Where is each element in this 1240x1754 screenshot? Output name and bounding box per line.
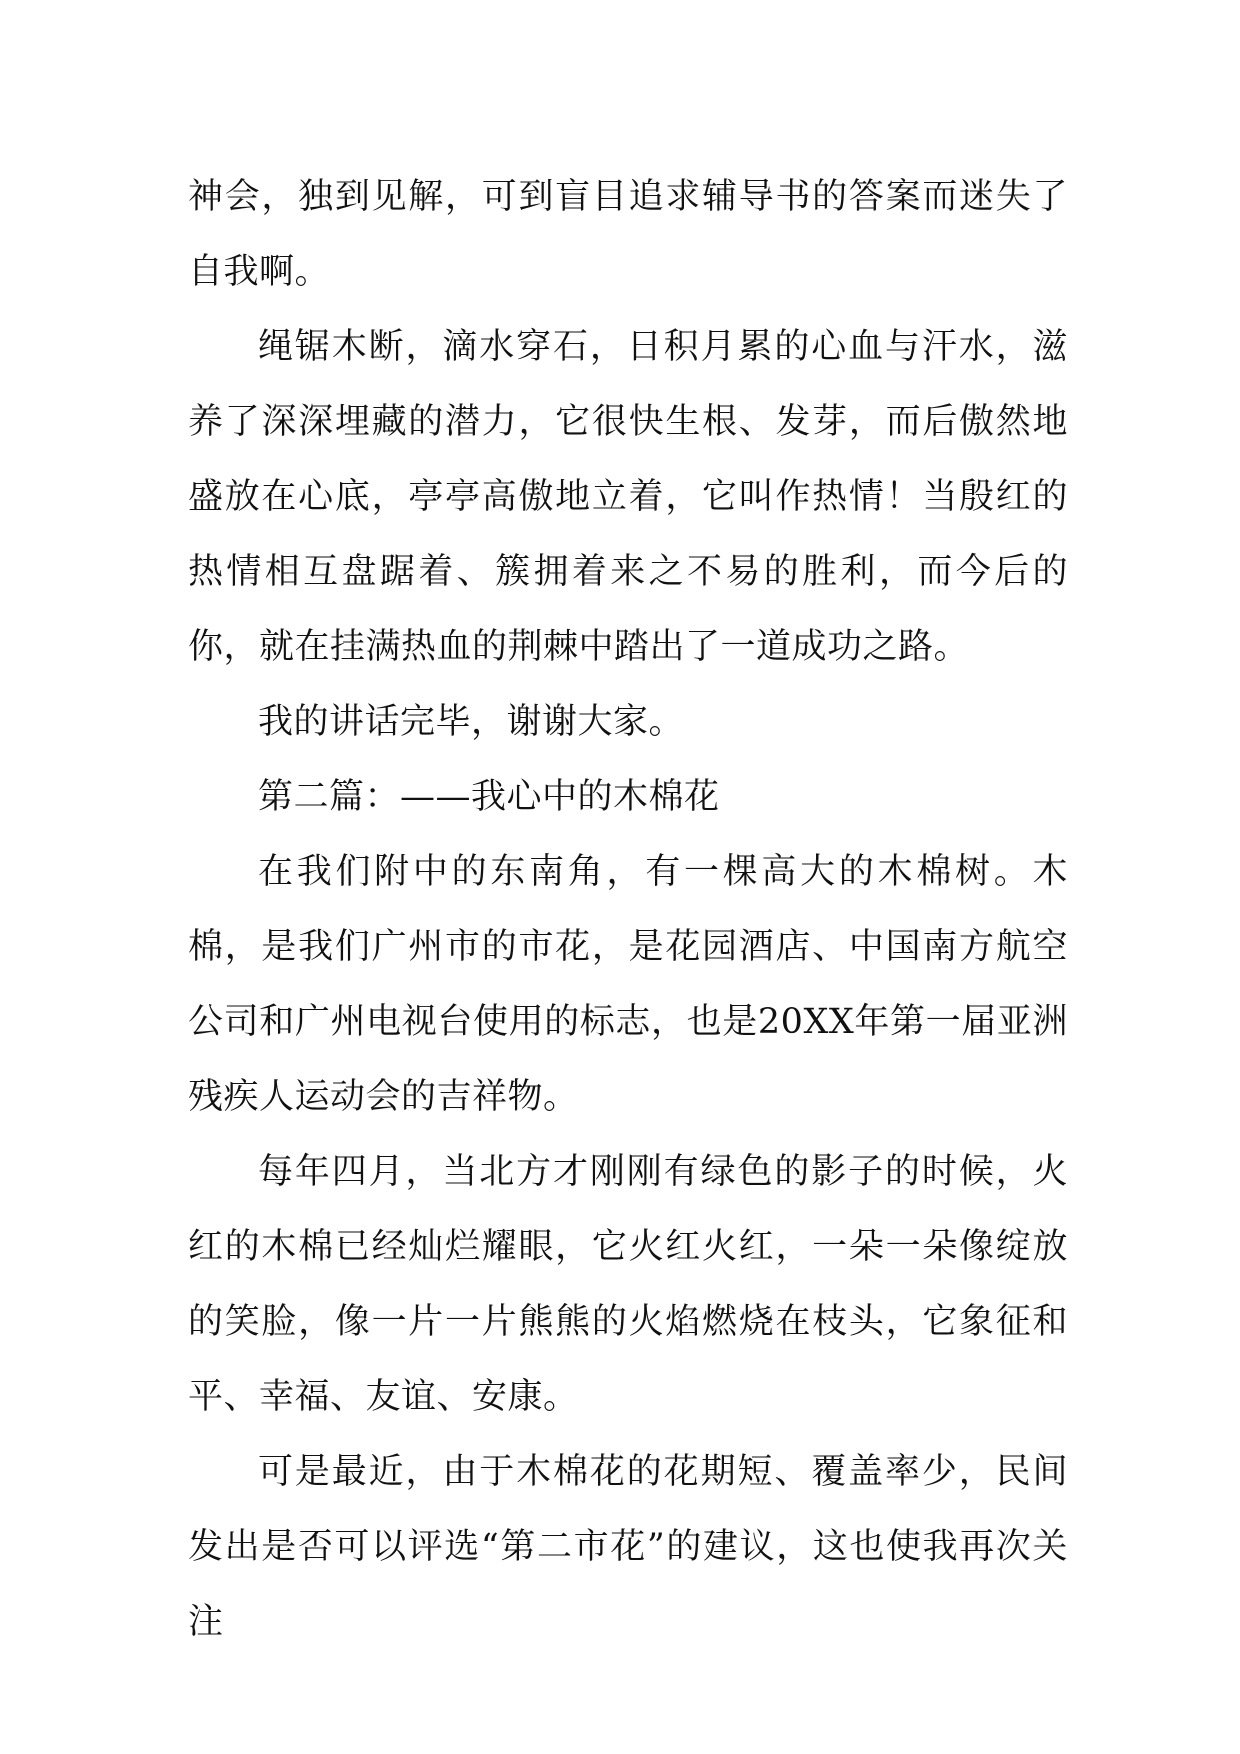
paragraph-perseverance: 绳锯木断，滴水穿石，日积月累的心血与汗水，滋养了深深埋藏的潜力，它很快生根、发芽，而后傲然地盛放在心底，亭亭高傲地立着，它叫作热情！当殷红的热情相互盘踞着、簇拥着来之不易的胜利，而今后的你，就在挂满热血的荆棘中踏出了一道成功之路。 — [188, 327, 1068, 667]
document-body — [188, 160, 1068, 1660]
paragraph-kapok-intro: 在我们附中的东南角，有一棵高大的木棉树。木棉，是我们广州市的市花，是花园酒店、中国南方航空公司和广州电视台使用的标志，也是20XX年第一届亚洲残疾人运动会的吉祥物。 — [188, 852, 1068, 1117]
paragraph-kapok-april: 每年四月，当北方才刚刚有绿色的影子的时候，火红的木棉已经灿烂耀眼，它火红火红，一朵一朵像绽放的笑脸，像一片一片熊熊的火焰燃烧在枝头，它象征和平、幸福、友谊、安康。 — [188, 1152, 1068, 1417]
section-heading: 第二篇：——我心中的木棉花 — [258, 777, 720, 817]
paragraph-continuation: 神会，独到见解，可到盲目追求辅导书的答案而迷失了自我啊。 — [188, 177, 1068, 292]
paragraph-kapok-recent: 可是最近，由于木棉花的花期短、覆盖率少，民间发出是否可以评选“第二市花”的建议，这也使我再次关注 — [188, 1452, 1068, 1642]
paragraph-closing: 我的讲话完毕，谢谢大家。 — [258, 702, 685, 742]
